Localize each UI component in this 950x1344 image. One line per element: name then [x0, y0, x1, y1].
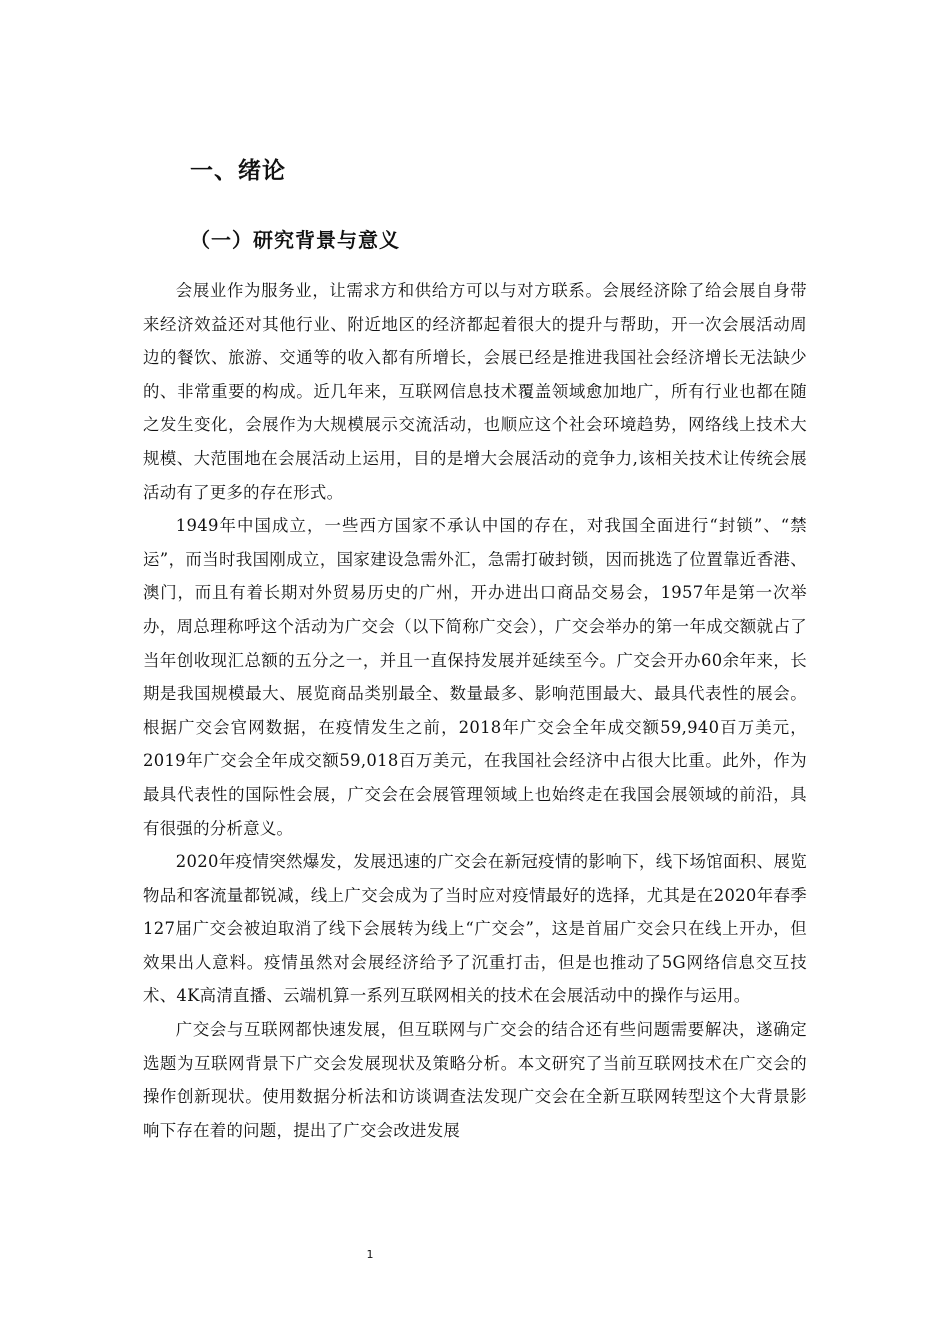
paragraph-4: 广交会与互联网都快速发展，但互联网与广交会的结合还有些问题需要解决，遂确定选题为互联网背景下广交会发展现状及策略分析。本文研究了当前互联网技术在广交会的操作创新现状。使用数据分析法和访谈调查法发现广交会在全新互联网转型这个大背景影响下存在着的问题，提出了广交会改进发展 [143, 1020, 807, 1140]
body-text [143, 274, 807, 1147]
section-title: （一）研究背景与意义 [190, 228, 400, 252]
page-number: 1 [366, 1248, 374, 1261]
paragraph-1: 会展业作为服务业，让需求方和供给方可以与对方联系。会展经济除了给会展自身带来经济效益还对其他行业、附近地区的经济都起着很大的提升与帮助，开一次会展活动周边的餐饮、旅游、交通等的收入都有所增长，会展已经是推进我国社会经济增长无法缺少的、非常重要的构成。近几年来，互联网信息技术覆盖领域愈加地广，所有行业也都在随之发生变化，会展作为大规模展示交流活动，也顺应这个社会环境趋势，网络线上技术大规模、大范围地在会展活动上运用，目的是增大会展活动的竞争力,该相关技术让传统会展活动有了更多的存在形式。 [143, 281, 807, 502]
paragraph-3: 2020年疫情突然爆发，发展迅速的广交会在新冠疫情的影响下，线下场馆面积、展览物品和客流量都锐减，线上广交会成为了当时应对疫情最好的选择，尤其是在2020年春季127届广交会被迫取消了线下会展转为线上“广交会”，这是首届广交会只在线上开办，但效果出人意料。疫情虽然对会展经济给予了沉重打击，但是也推动了5G网络信息交互技术、4K高清直播、云端机算一系列互联网相关的技术在会展活动中的操作与运用。 [143, 852, 807, 1006]
paragraph-2: 1949年中国成立，一些西方国家不承认中国的存在，对我国全面进行“封锁”、“禁运”，而当时我国刚成立，国家建设急需外汇，急需打破封锁，因而挑选了位置靠近香港、澳门，而且有着长期对外贸易历史的广州，开办进出口商品交易会，1957年是第一次举办，周总理称呼这个活动为广交会（以下简称广交会），广交会举办的第一年成交额就占了当年创收现汇总额的五分之一，并且一直保持发展并延续至今。广交会开办60余年来，长期是我国规模最大、展览商品类别最全、数量最多、影响范围最大、最具代表性的展会。根据广交会官网数据，在疫情发生之前，2018年广交会全年成交额59,940百万美元，2019年广交会全年成交额59,018百万美元，在我国社会经济中占很大比重。此外，作为最具代表性的国际性会展，广交会在会展管理领域上也始终走在我国会展领域的前沿，具有很强的分析意义。 [143, 516, 807, 838]
chapter-title: 一、绪论 [190, 158, 286, 184]
